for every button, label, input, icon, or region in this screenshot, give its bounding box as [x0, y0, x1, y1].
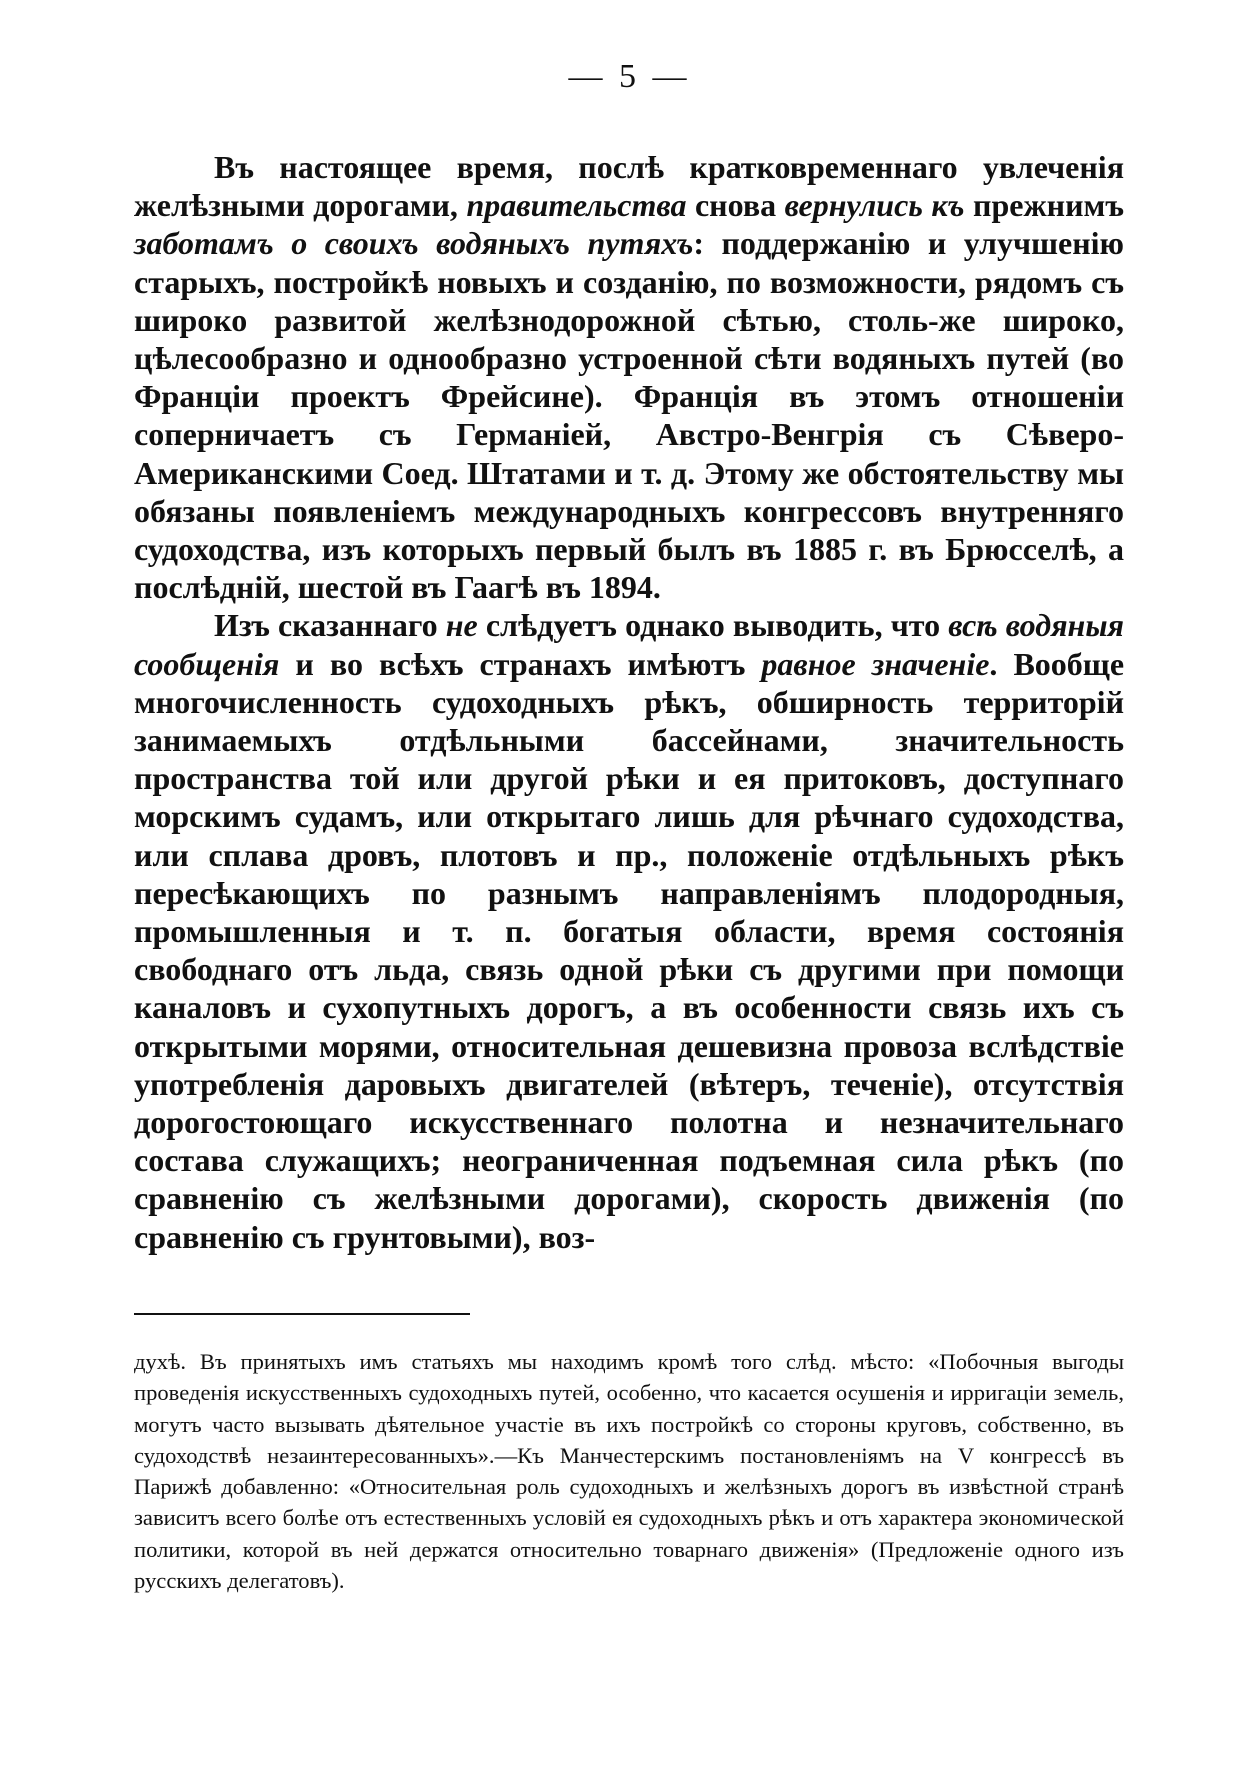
paragraph-2: [134, 606, 1124, 1255]
paragraph-1-text-3: прежнимъ: [964, 187, 1125, 224]
footnote: [134, 1346, 1124, 1596]
paragraph-1: [134, 148, 1124, 606]
footnote-text: духѣ. Въ принятыхъ имъ статьяхъ мы находимъ кромѣ того слѣд. мѣсто: «Побочныя выгоды проведенія искусственныхъ судоходныхъ путей, особенно, что касается осушенія и ирригаціи земель, могутъ часто вызывать дѣятельное участіе въ ихъ постройкѣ со стороны круговъ, собственно, въ судоходствѣ незаинтересованныхъ».—Къ Манчестерскимъ постановленіямъ на V конгрессѣ въ Парижѣ добавленно: «Относительная роль судоходныхъ и желѣзныхъ дорогъ въ извѣстной странѣ зависитъ всего болѣе отъ естественныхъ условій ея судоходныхъ рѣкъ и отъ характера экономической политики, которой въ ней держатся относительно товарнаго движенія» (Предложеніе одного изъ русскихъ делегатовъ).: [134, 1349, 1124, 1594]
main-text: [134, 148, 1124, 1256]
paragraph-2-emphasis-1: не: [445, 607, 478, 644]
paragraph-1-emphasis-2: вернулись къ: [784, 187, 965, 224]
paragraph-1-text-1: Въ настоящее время, послѣ кратковременнаго увлеченія желѣзными дорогами,: [134, 149, 1124, 224]
paragraph-1-emphasis-3: заботамъ о своихъ водяныхъ путяхъ: [134, 225, 694, 262]
paragraph-2-text-3: и во всѣхъ странахъ имѣютъ: [279, 645, 762, 682]
page-number: — 5 —: [568, 58, 691, 95]
paragraph-1-text-2: снова: [686, 187, 785, 224]
paragraph-1-emphasis-1: правительства: [466, 187, 687, 224]
footnote-divider: [134, 1313, 470, 1315]
paragraph-2-text-1: Изъ сказаннаго: [214, 607, 446, 644]
paragraph-2-emphasis-3: равное значеніе: [761, 645, 990, 682]
paragraph-2-text-2: слѣдуетъ однако выводить, что: [477, 607, 949, 644]
paragraph-2-text-4: . Вообще многочисленность судоходныхъ рѣкъ, обширность территорій занимаемыхъ отдѣльными бассейнами, значительность пространства той или другой рѣки и ея притоковъ, доступнаго морскимъ судамъ, или открытаго лишь для рѣчнаго судоходства, или сплава дровъ, плотовъ и пр., положеніе отдѣльныхъ рѣкъ пересѣкающихъ по разнымъ направленіямъ плодородныя, промышленныя и т. п. богатыя области, время состоянія свободнаго отъ льда, связь одной рѣки съ другими при помощи каналовъ и сухопутныхъ дорогъ, а въ особенности связь ихъ съ открытыми морями, относительная дешевизна провоза вслѣдствіе употребленія даровыхъ двигателей (вѣтеръ, теченіе), отсутствія дорогостоющаго искусственнаго полотна и незначительнаго состава служащихъ; неограниченная подъемная сила рѣкъ (по сравненію съ желѣзными дорогами), скорость движенія (по сравненію съ грунтовыми), воз-: [134, 645, 1125, 1255]
paragraph-2-emphasis-2: всѣ водяныя сообщенія: [134, 607, 1125, 682]
paragraph-1-text-4: : поддержанію и улучшенію старыхъ, постройкѣ новыхъ и созданію, по возможности, рядомъ съ широко развитой желѣзнодорожной сѣтью, столь-же широко, цѣлесообразно и однообразно устроенной сѣти водяныхъ путей (во Франціи проектъ Фрейсине). Франція въ этомъ отношеніи соперничаетъ съ Германіей, Австро-Венгрія съ Сѣверо-Американскими Соед. Штатами и т. д. Этому же обстоятельству мы обязаны появленіемъ международныхъ конгрессовъ внутренняго судоходства, изъ которыхъ первый былъ въ 1885 г. въ Брюсселѣ, а послѣдній, шестой въ Гаагѣ въ 1894.: [134, 225, 1125, 606]
